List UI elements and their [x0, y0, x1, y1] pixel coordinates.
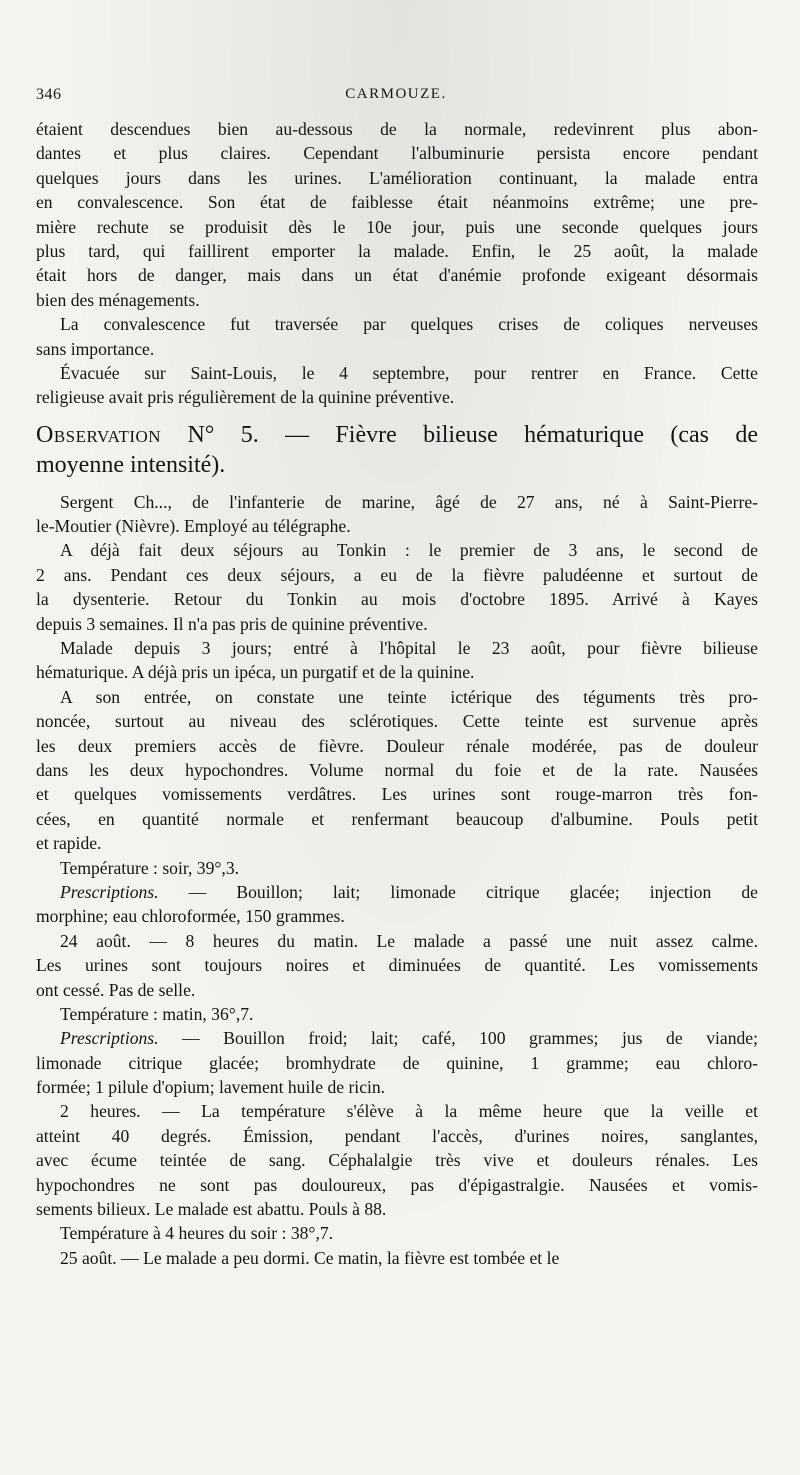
text-line: religieuse avait pris régulièrement de la quinine préventive. — [36, 387, 455, 408]
observation-label: Observation — [36, 421, 162, 448]
observation-heading-line-2: moyenne intensité). — [36, 451, 226, 478]
paragraph — [36, 490, 758, 539]
text-line: atteint 40 degrés. Émission, pendant l'accès, d'urines noires, sanglantes, — [36, 1125, 758, 1146]
text-line: 25 août. — Le malade a peu dormi. Ce matin, la fièvre est tombée et le — [60, 1247, 560, 1268]
paragraph — [36, 1246, 758, 1270]
text-line: plus tard, qui faillirent emporter la malade. Enfin, le 25 août, la malade — [36, 240, 758, 261]
text-line: La convalescence fut traversée par quelques crises de coliques nerveuses — [60, 314, 758, 335]
text-line: 24 août. — 8 heures du matin. Le malade a passé une nuit assez calme. — [60, 930, 758, 951]
paragraph — [36, 1099, 758, 1221]
text-line: Sergent Ch..., de l'infanterie de marine, âgé de 27 ans, né à Saint-Pierre- — [60, 491, 758, 512]
line-text: — Bouillon froid; lait; café, 100 grammes; jus de viande; — [158, 1028, 758, 1049]
text-line: Température à 4 heures du soir : 38°,7. — [60, 1223, 334, 1244]
text-line: hypochondres ne sont pas douloureux, pas d'épigastralgie. Nausées et vomis- — [36, 1174, 758, 1195]
text-line: A son entrée, on constate une teinte ictérique des téguments très pro- — [60, 686, 758, 707]
paragraph — [36, 1221, 758, 1245]
italic-lead: Prescriptions. — [60, 881, 159, 902]
text-line: Température : soir, 39°,3. — [60, 857, 240, 878]
paragraph — [36, 312, 758, 361]
paragraph — [36, 117, 758, 312]
text-line: cées, en quantité normale et renfermant beaucoup d'albumine. Pouls petit — [36, 808, 758, 829]
text-before-heading — [36, 117, 758, 410]
paragraph — [36, 538, 758, 636]
observation-heading — [36, 420, 758, 480]
page-header — [36, 86, 756, 110]
observation-number: N° 5. — [187, 421, 259, 448]
paragraph — [36, 929, 758, 1002]
body-text — [36, 117, 758, 1270]
running-title: CARMOUZE. — [345, 86, 447, 102]
text-line: la dysenterie. Retour du Tonkin au mois d'octobre 1895. Arrivé à Kayes — [36, 589, 758, 610]
text-line: morphine; eau chloroformée, 150 grammes. — [36, 906, 345, 927]
text-line: Évacuée sur Saint-Louis, le 4 septembre, pour rentrer en France. Cette — [60, 362, 758, 383]
paragraph — [36, 685, 758, 856]
paragraph — [36, 636, 758, 685]
text-line: mière rechute se produisit dès le 10e jour, puis une seconde quelques jours — [36, 216, 758, 237]
text-line: 2 ans. Pendant ces deux séjours, a eu de la fièvre paludéenne et surtout de — [36, 564, 758, 585]
text-line: étaient descendues bien au-dessous de la normale, redevinrent plus abon- — [36, 119, 758, 139]
text-line: limonade citrique glacée; bromhydrate de quinine, 1 gramme; eau chloro- — [36, 1052, 758, 1073]
text-line: Les urines sont toujours noires et diminuées de quantité. Les vomissements — [36, 955, 758, 976]
text-line: formée; 1 pilule d'opium; lavement huile de ricin. — [36, 1077, 386, 1098]
paragraph — [36, 880, 758, 929]
text-line: dantes et plus claires. Cependant l'albuminurie persista encore pendant — [36, 143, 758, 164]
text-after-heading — [36, 490, 758, 1271]
observation-heading-line-1 — [36, 420, 758, 450]
paragraph — [36, 856, 758, 880]
text-line: dans les deux hypochondres. Volume normal du foie et de la rate. Nausées — [36, 759, 758, 780]
text-line: le-Moutier (Nièvre). Employé au télégraphe. — [36, 516, 351, 537]
paragraph — [36, 1026, 758, 1099]
text-line: 2 heures. — La température s'élève à la même heure que la veille et — [60, 1101, 758, 1122]
text-line: sements bilieux. Le malade est abattu. Pouls à 88. — [36, 1199, 387, 1220]
text-line — [36, 1026, 758, 1050]
text-line: était hors de danger, mais dans un état d'anémie profonde exigeant désormais — [36, 265, 758, 286]
text-line: et rapide. — [36, 833, 102, 854]
text-line: sans importance. — [36, 338, 155, 359]
paragraph — [36, 1002, 758, 1026]
text-line: hématurique. A déjà pris un ipéca, un purgatif et de la quinine. — [36, 662, 475, 683]
text-line: Température : matin, 36°,7. — [60, 1003, 254, 1024]
paragraph — [36, 361, 758, 410]
text-line: Malade depuis 3 jours; entré à l'hôpital le 23 août, pour fièvre bilieuse — [60, 638, 758, 659]
text-line: A déjà fait deux séjours au Tonkin : le premier de 3 ans, le second de — [60, 540, 758, 561]
text-line: les deux premiers accès de fièvre. Douleur rénale modérée, pas de douleur — [36, 735, 758, 756]
text-line: bien des ménagements. — [36, 289, 200, 310]
observation-title-line-1: — Fièvre bilieuse hématurique (cas de — [285, 421, 759, 448]
italic-lead: Prescriptions. — [60, 1028, 159, 1049]
text-line: avec écume teintée de sang. Céphalalgie très vive et douleurs rénales. Les — [36, 1150, 758, 1171]
text-line: depuis 3 semaines. Il n'a pas pris de quinine préventive. — [36, 613, 428, 634]
text-line: et quelques vomissements verdâtres. Les urines sont rouge-marron très fon- — [36, 784, 758, 805]
text-line: en convalescence. Son état de faiblesse était néanmoins extrême; une pre- — [36, 192, 758, 213]
text-line: ont cessé. Pas de selle. — [36, 979, 196, 1000]
text-line — [36, 880, 758, 904]
text-line: noncée, surtout au niveau des sclérotiques. Cette teinte est survenue après — [36, 711, 758, 732]
text-line: quelques jours dans les urines. L'amélioration continuant, la malade entra — [36, 167, 758, 188]
line-text: — Bouillon; lait; limonade citrique glacée; injection de — [158, 881, 758, 902]
page-number: 346 — [36, 86, 62, 103]
